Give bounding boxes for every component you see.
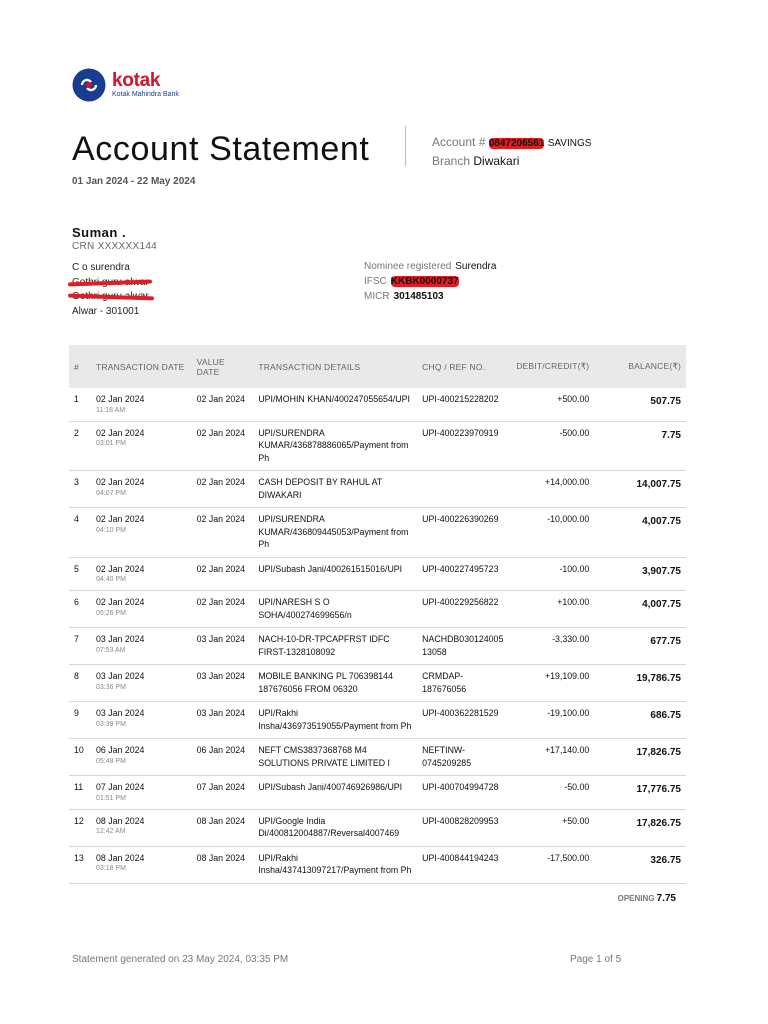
ref-number: UPI-400704994728 bbox=[417, 776, 508, 810]
transaction-time: 12:42 AM bbox=[95, 828, 126, 835]
ref-number: UPI-400362281529 bbox=[417, 702, 508, 739]
address-line-4: Alwar - 301001 bbox=[72, 306, 140, 317]
value-date: 06 Jan 2024 bbox=[192, 739, 254, 776]
ref-number: UPI-400226390269 bbox=[417, 508, 508, 558]
opening-value: 7.75 bbox=[656, 893, 676, 904]
table-row bbox=[69, 809, 686, 846]
running-balance: 4,007.75 bbox=[594, 591, 686, 628]
running-balance: 19,786.75 bbox=[594, 665, 686, 702]
table-row bbox=[69, 628, 686, 665]
table-row bbox=[69, 846, 686, 883]
transaction-details: UPI/Rakhi Insha/436973519055/Payment from Ph bbox=[253, 702, 417, 739]
debit-credit-amount: +17,140.00 bbox=[508, 739, 594, 776]
ref-number: UPI-400215228202 bbox=[417, 388, 508, 421]
transaction-date: 02 Jan 2024 bbox=[95, 477, 145, 487]
statement-period: 01 Jan 2024 - 22 May 2024 bbox=[72, 176, 196, 187]
col-index: # bbox=[69, 345, 91, 388]
row-index: 13 bbox=[69, 846, 91, 883]
transaction-time: 04:10 PM bbox=[95, 526, 126, 534]
debit-credit-amount: +19,109.00 bbox=[508, 665, 594, 702]
running-balance: 326.75 bbox=[594, 846, 686, 883]
debit-credit-amount: -19,100.00 bbox=[508, 702, 594, 739]
opening-label: OPENING bbox=[617, 894, 655, 903]
transaction-time: 11:18 AM bbox=[95, 406, 126, 414]
transaction-date-cell bbox=[91, 665, 192, 702]
transaction-date: 03 Jan 2024 bbox=[95, 634, 145, 644]
kotak-logo-icon bbox=[72, 68, 106, 102]
ref-number: UPI-400223970919 bbox=[417, 421, 508, 471]
ref-number bbox=[417, 471, 508, 508]
micr-info bbox=[364, 291, 444, 302]
branch-info bbox=[432, 154, 519, 168]
row-index: 10 bbox=[69, 739, 91, 776]
transaction-details: UPI/Subash Jani/400746926986/UPI bbox=[253, 776, 417, 810]
ref-number: UPI-400828209953 bbox=[417, 809, 508, 846]
table-row bbox=[69, 421, 686, 471]
transactions-table bbox=[69, 345, 686, 884]
transaction-details: CASH DEPOSIT BY RAHUL AT DIWAKARI bbox=[253, 471, 417, 508]
transaction-details: NACH-10-DR-TPCAPFRST IDFC FIRST-1328108092 bbox=[253, 628, 417, 665]
transaction-date-cell bbox=[91, 471, 192, 508]
transaction-date: 02 Jan 2024 bbox=[95, 514, 145, 524]
brand-subtitle: Kotak Mahindra Bank bbox=[112, 90, 179, 98]
col-debit-credit: DEBIT/CREDIT(₹) bbox=[508, 345, 594, 388]
row-index: 3 bbox=[69, 471, 91, 508]
address-line-1: C o surendra bbox=[72, 262, 130, 273]
transaction-time: 05:48 PM bbox=[95, 757, 126, 765]
transaction-date: 03 Jan 2024 bbox=[95, 671, 145, 681]
debit-credit-amount: -17,500.00 bbox=[508, 846, 594, 883]
debit-credit-amount: -3,330.00 bbox=[508, 628, 594, 665]
ref-number: UPI-400229256822 bbox=[417, 591, 508, 628]
transaction-date: 06 Jan 2024 bbox=[95, 745, 145, 755]
transaction-time: 03:18 PM bbox=[95, 865, 126, 872]
transaction-details: NEFT CMS3837368768 M4 SOLUTIONS PRIVATE LIMITED I bbox=[253, 739, 417, 776]
col-ref-no: CHQ / REF NO. bbox=[417, 345, 508, 388]
account-info bbox=[432, 135, 591, 149]
transaction-time: 03:01 PM bbox=[95, 440, 126, 447]
transactions-body bbox=[69, 388, 686, 883]
table-row bbox=[69, 776, 686, 810]
transaction-date: 07 Jan 2024 bbox=[95, 782, 145, 792]
transaction-date-cell bbox=[91, 591, 192, 628]
col-value-date: VALUE DATE bbox=[192, 345, 254, 388]
transaction-date-cell bbox=[91, 628, 192, 665]
account-number: 0847206561 bbox=[488, 138, 545, 149]
value-date: 07 Jan 2024 bbox=[192, 776, 254, 810]
row-index: 6 bbox=[69, 591, 91, 628]
ifsc-info bbox=[364, 276, 459, 287]
table-row bbox=[69, 508, 686, 558]
table-header-row bbox=[69, 345, 686, 388]
micr-code: 301485103 bbox=[393, 291, 444, 302]
branch-label: Branch bbox=[432, 154, 471, 168]
debit-credit-amount: -50.00 bbox=[508, 776, 594, 810]
bank-logo bbox=[72, 68, 179, 102]
row-index: 2 bbox=[69, 421, 91, 471]
debit-credit-amount: +50.00 bbox=[508, 809, 594, 846]
transaction-date-cell bbox=[91, 508, 192, 558]
running-balance: 3,907.75 bbox=[594, 557, 686, 591]
ref-number: NACHDB030124005 13058 bbox=[417, 628, 508, 665]
transaction-details: UPI/Subash Jani/400261515016/UPI bbox=[253, 557, 417, 591]
brand-name: kotak bbox=[112, 69, 161, 91]
customer-crn: CRN XXXXXX144 bbox=[72, 241, 158, 252]
value-date: 02 Jan 2024 bbox=[192, 508, 254, 558]
account-type: SAVINGS bbox=[547, 138, 592, 149]
debit-credit-amount: -500.00 bbox=[508, 421, 594, 471]
value-date: 08 Jan 2024 bbox=[192, 846, 254, 883]
row-index: 4 bbox=[69, 508, 91, 558]
nominee-name: Surendra bbox=[455, 261, 497, 272]
transaction-date: 02 Jan 2024 bbox=[95, 394, 145, 404]
ref-number: UPI-400227495723 bbox=[417, 557, 508, 591]
transaction-details: UPI/SURENDRA KUMAR/436878886065/Payment from Ph bbox=[253, 421, 417, 471]
debit-credit-amount: +100.00 bbox=[508, 591, 594, 628]
transaction-time: 05:26 PM bbox=[95, 609, 126, 617]
ref-number: CRMDAP-187676056 bbox=[417, 665, 508, 702]
transaction-details: MOBILE BANKING PL 706398144 187676056 FROM 06320 bbox=[253, 665, 417, 702]
transaction-date-cell bbox=[91, 557, 192, 591]
opening-balance bbox=[618, 893, 676, 904]
value-date: 02 Jan 2024 bbox=[192, 471, 254, 508]
ifsc-label: IFSC bbox=[364, 276, 387, 287]
page-title: Account Statement bbox=[72, 130, 370, 168]
value-date: 02 Jan 2024 bbox=[192, 421, 254, 471]
nominee-info bbox=[364, 261, 496, 272]
micr-label: MICR bbox=[364, 291, 390, 302]
ref-number: UPI-400844194243 bbox=[417, 846, 508, 883]
ref-number: NEFTINW-0745209285 bbox=[417, 739, 508, 776]
statement-generated: Statement generated on 23 May 2024, 03:35 PM bbox=[72, 954, 289, 965]
value-date: 02 Jan 2024 bbox=[192, 557, 254, 591]
value-date: 02 Jan 2024 bbox=[192, 591, 254, 628]
transaction-date: 02 Jan 2024 bbox=[95, 563, 145, 574]
transaction-time: 03:36 PM bbox=[95, 683, 126, 691]
transaction-time: 07:53 AM bbox=[95, 646, 126, 654]
branch-name: Diwakari bbox=[473, 154, 520, 168]
row-index: 12 bbox=[69, 809, 91, 846]
debit-credit-amount: -100.00 bbox=[508, 557, 594, 591]
running-balance: 677.75 bbox=[594, 628, 686, 665]
account-label: Account # bbox=[432, 135, 486, 149]
row-index: 11 bbox=[69, 776, 91, 810]
header-divider bbox=[405, 126, 406, 166]
row-index: 7 bbox=[69, 628, 91, 665]
transaction-details: UPI/MOHIN KHAN/400247055654/UPI bbox=[253, 388, 417, 421]
running-balance: 7.75 bbox=[594, 421, 686, 471]
transaction-date-cell bbox=[91, 776, 192, 810]
row-index: 1 bbox=[69, 388, 91, 421]
transaction-date: 02 Jan 2024 bbox=[95, 597, 145, 607]
transaction-details: UPI/Google India Di/400812004887/Reversal4007469 bbox=[253, 809, 417, 846]
transaction-date: 08 Jan 2024 bbox=[95, 815, 145, 826]
value-date: 03 Jan 2024 bbox=[192, 665, 254, 702]
table-row bbox=[69, 665, 686, 702]
debit-credit-amount: +14,000.00 bbox=[508, 471, 594, 508]
running-balance: 17,826.75 bbox=[594, 809, 686, 846]
transaction-time: 04:07 PM bbox=[95, 489, 126, 497]
table-row bbox=[69, 557, 686, 591]
transaction-date: 03 Jan 2024 bbox=[95, 708, 145, 718]
ifsc-code: KKBK0000737 bbox=[390, 276, 459, 287]
transaction-date-cell bbox=[91, 388, 192, 421]
value-date: 03 Jan 2024 bbox=[192, 702, 254, 739]
value-date: 08 Jan 2024 bbox=[192, 809, 254, 846]
transaction-time: 01:51 PM bbox=[95, 794, 126, 802]
running-balance: 14,007.75 bbox=[594, 471, 686, 508]
page-number: Page 1 of 5 bbox=[570, 954, 622, 965]
transaction-details: UPI/SURENDRA KUMAR/436809445053/Payment from Ph bbox=[253, 508, 417, 558]
running-balance: 686.75 bbox=[594, 702, 686, 739]
transaction-time: 04:40 PM bbox=[95, 576, 126, 583]
transaction-date-cell bbox=[91, 809, 192, 846]
table-row bbox=[69, 739, 686, 776]
transaction-date: 08 Jan 2024 bbox=[95, 852, 145, 863]
table-row bbox=[69, 471, 686, 508]
transaction-date-cell bbox=[91, 702, 192, 739]
transaction-time: 03:39 PM bbox=[95, 720, 126, 728]
row-index: 9 bbox=[69, 702, 91, 739]
table-row bbox=[69, 388, 686, 421]
running-balance: 507.75 bbox=[594, 388, 686, 421]
row-index: 5 bbox=[69, 557, 91, 591]
debit-credit-amount: +500.00 bbox=[508, 388, 594, 421]
col-transaction-date: TRANSACTION DATE bbox=[91, 345, 192, 388]
customer-name: Suman . bbox=[72, 225, 127, 240]
col-transaction-details: TRANSACTION DETAILS bbox=[253, 345, 417, 388]
running-balance: 4,007.75 bbox=[594, 508, 686, 558]
transaction-date: 02 Jan 2024 bbox=[95, 427, 145, 438]
transaction-date-cell bbox=[91, 421, 192, 471]
value-date: 03 Jan 2024 bbox=[192, 628, 254, 665]
row-index: 8 bbox=[69, 665, 91, 702]
table-row bbox=[69, 591, 686, 628]
table-row bbox=[69, 702, 686, 739]
col-balance: BALANCE(₹) bbox=[594, 345, 686, 388]
transaction-details: UPI/NARESH S O SOHA/400274699656/n bbox=[253, 591, 417, 628]
transaction-date-cell bbox=[91, 739, 192, 776]
transaction-date-cell bbox=[91, 846, 192, 883]
running-balance: 17,776.75 bbox=[594, 776, 686, 810]
running-balance: 17,826.75 bbox=[594, 739, 686, 776]
debit-credit-amount: -10,000.00 bbox=[508, 508, 594, 558]
value-date: 02 Jan 2024 bbox=[192, 388, 254, 421]
nominee-label: Nominee registered bbox=[364, 261, 452, 272]
transaction-details: UPI/Rakhi Insha/437413097217/Payment from Ph bbox=[253, 846, 417, 883]
